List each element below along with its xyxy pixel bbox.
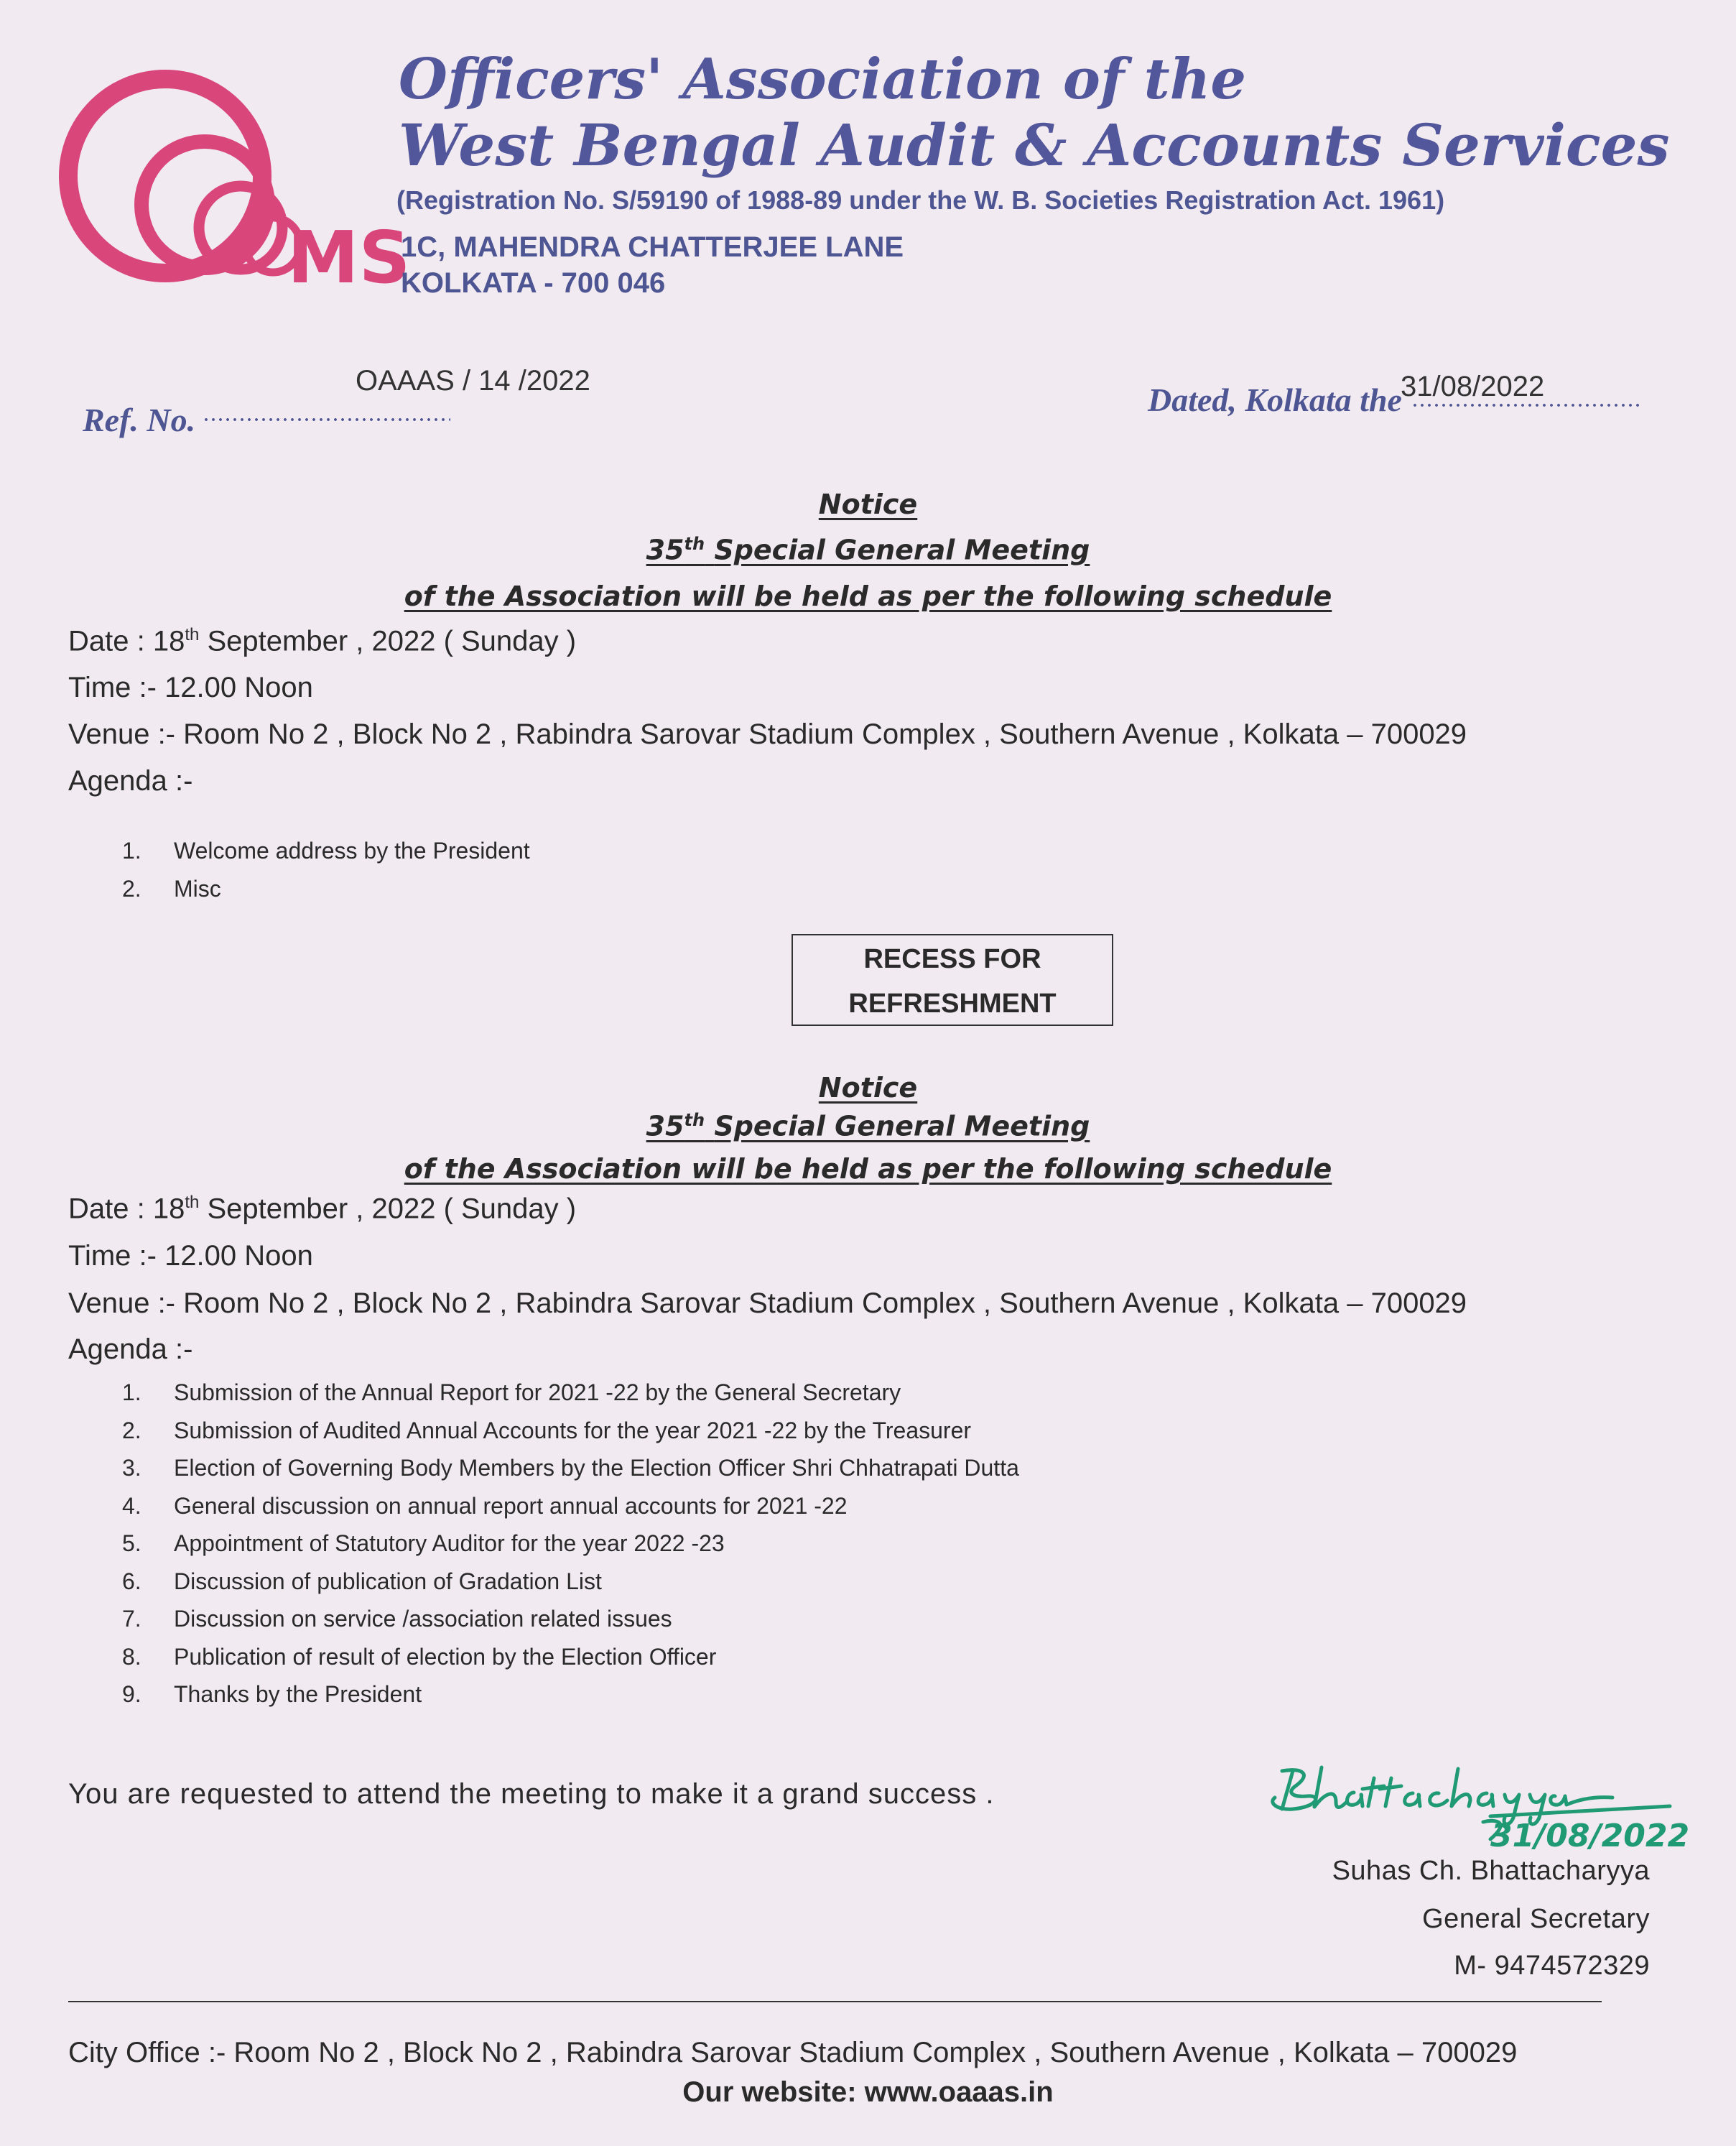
notice1-title: Notice <box>818 489 918 520</box>
notice2-schedule-heading: of the Association will be held as per the following schedule <box>404 1153 1332 1185</box>
list-item: 8. Publication of result of election by the Election Officer <box>122 1643 717 1670</box>
list-item: 4. General discussion on annual report annual accounts for 2021 -22 <box>122 1492 848 1519</box>
footer-city-office: City Office :- Room No 2 , Block No 2 , Rabindra Sarovar Stadium Complex , Southern Avenue , Kolkata – 700029 <box>68 2037 1518 2068</box>
signatory-mobile: M- 9474572329 <box>1454 1951 1650 1981</box>
notice2-time: Time :- 12.00 Noon <box>68 1240 313 1272</box>
signature-date-text: 31/08/2022 <box>1490 1818 1690 1854</box>
org-name-line2: West Bengal Audit & Accounts Services <box>399 111 1670 179</box>
handwritten-signature <box>1253 1753 1727 1868</box>
ref-number-label: Ref. No. <box>83 402 196 438</box>
address-line2: KOLKATA - 700 046 <box>401 267 666 299</box>
address-line1: 1C, MAHENDRA CHATTERJEE LANE <box>401 231 904 263</box>
list-item: 6. Discussion of publication of Gradation List <box>122 1568 602 1594</box>
notice2-agenda-list <box>122 1379 1019 1719</box>
notice1-agenda-label: Agenda :- <box>68 765 193 797</box>
list-item: 5. Appointment of Statutory Auditor for the year 2022 -23 <box>122 1530 725 1556</box>
notice1-time: Time :- 12.00 Noon <box>68 672 313 703</box>
notice1-date: Date : 18th September , 2022 ( Sunday ) <box>68 625 577 657</box>
list-item: 3. Election of Governing Body Members by the Election Officer Shri Chhatrapati Dutta <box>122 1455 1019 1481</box>
list-item: 1. Welcome address by the President <box>122 838 530 864</box>
registration-line: (Registration No. S/59190 of 1988-89 under the W. B. Societies Registration Act. 1961) <box>396 185 1445 215</box>
association-logo <box>57 68 411 300</box>
notice2-title: Notice <box>818 1072 918 1104</box>
notice2-agenda-label: Agenda :- <box>68 1333 193 1365</box>
recess-line1: RECESS FOR <box>863 944 1041 974</box>
list-item: 9. Thanks by the President <box>122 1681 422 1707</box>
list-item: 2. Misc <box>122 875 221 902</box>
list-item: 2. Submission of Audited Annual Accounts for the year 2021 -22 by the Treasurer <box>122 1417 972 1443</box>
org-name-line1: Officers' Association of the <box>399 47 1246 112</box>
closing-request: You are requested to attend the meeting to make it a grand success . <box>68 1778 995 1810</box>
notice1-schedule-heading: of the Association will be held as per the following schedule <box>404 581 1332 612</box>
dated-dotted-line <box>1411 404 1641 407</box>
notice1-venue: Venue :- Room No 2 , Block No 2 , Rabindra Sarovar Stadium Complex , Southern Avenue , Kolkata – 700029 <box>68 718 1467 750</box>
dated-value: 31/08/2022 <box>1401 371 1545 402</box>
signatory-title: General Secretary <box>1422 1904 1650 1934</box>
notice1-meeting-heading: 35th Special General Meeting <box>646 534 1090 566</box>
ref-number-value: OAAAS / 14 /2022 <box>356 365 590 397</box>
list-item: 1. Submission of the Annual Report for 2021 -22 by the General Secretary <box>122 1379 901 1405</box>
recess-box <box>792 934 1113 1026</box>
recess-line2: REFRESHMENT <box>848 989 1057 1019</box>
notice1-agenda-list <box>122 838 530 913</box>
notice2-venue: Venue :- Room No 2 , Block No 2 , Rabindra Sarovar Stadium Complex , Southern Avenue , Kolkata – 700029 <box>68 1287 1467 1319</box>
svg-text:MS: MS <box>287 216 411 300</box>
notice2-date: Date : 18th September , 2022 ( Sunday ) <box>68 1193 577 1225</box>
dated-label: Dated, Kolkata the <box>1148 381 1402 418</box>
signatory-name: Suhas Ch. Bhattacharyya <box>1332 1856 1650 1886</box>
ref-dotted-line <box>203 418 450 421</box>
footer-divider <box>68 2001 1602 2002</box>
footer-website: Our website: www.oaaas.in <box>682 2076 1054 2108</box>
notice2-meeting-heading: 35th Special General Meeting <box>646 1110 1090 1142</box>
list-item: 7. Discussion on service /association related issues <box>122 1606 672 1632</box>
